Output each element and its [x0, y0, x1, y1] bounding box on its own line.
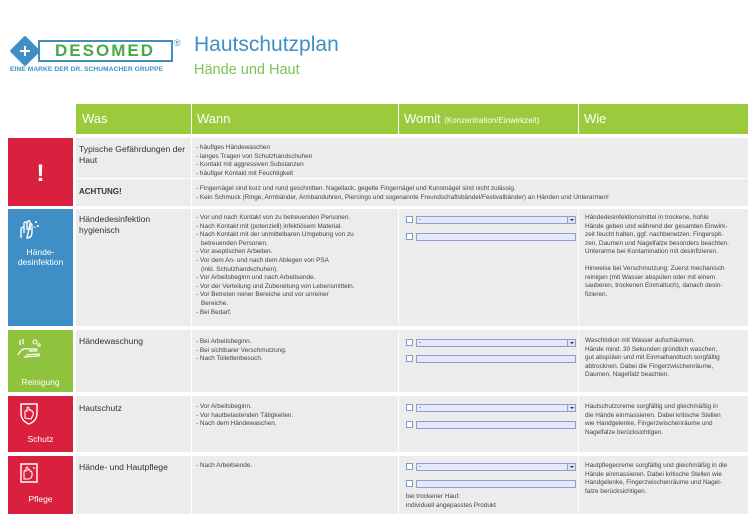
- schutz-side-block: [8, 396, 73, 452]
- danger-side-block: [8, 138, 73, 206]
- input-schutz[interactable]: [416, 421, 576, 429]
- was-schutz: Hautschutz: [79, 403, 122, 413]
- checkbox-pflege-2[interactable]: [406, 480, 413, 487]
- logo-mark-icon: [9, 35, 40, 66]
- wann-desinfektion-list: - Vor und nach Kontakt von zu betreuenden Personen. - Nach Kontakt mit (potenziell) infektiösem Material. - Nach Kontakt mit der unmittelbaren Umgebung von zu betreuenden Personen. - Vor aseptischen Arbeiten. - Vor dem An- und nach dem Ablegen von PSA (inkl. Schutzhandschuhen). - Vor Arbeitsbeginn und nach Arbeitsende. - Vor der Verteilung und Zubereitung von Lebensmitteln. - Vor Betreten reiner Bereiche und vor unreiner Bereiche. - Bei Bedarf.: [196, 214, 355, 316]
- checkbox-schutz-1[interactable]: [406, 404, 413, 411]
- col-header-wann: Wann: [197, 111, 231, 126]
- input-pflege[interactable]: [416, 480, 576, 488]
- select-pflege[interactable]: -: [416, 463, 576, 471]
- hand-care-icon: [18, 461, 40, 485]
- wie-desinfektion: Händedesinfektionsmittel in trockene, hohle Hände geben und während der gesamten Einwirk- zeit feucht halten, ggf. nachbenetzen. Fingerspit- zen, Daumen und Nagelfalze besonders beachten. Unterarme bei Kontamination mit desinfizieren. Hinweise bei Verschmutzung: Zuerst mechanisch reinigen (mit Wasser abspülen oder mit einem sauberen, trockenen Einmaltuch), danach desin- fizieren.: [585, 214, 729, 298]
- select-desinfektion[interactable]: -: [416, 216, 576, 224]
- input-desinfektion[interactable]: [416, 233, 576, 241]
- pflege-side-block: [8, 456, 73, 514]
- checkbox-pflege-1[interactable]: [406, 463, 413, 470]
- checkbox-desinfektion-1[interactable]: [406, 216, 413, 223]
- document-title: Hautschutzplan: [194, 33, 339, 56]
- wie-pflege: Hautpflegecreme sorgfältig und gleichmäßig in die Hände einmassieren. Dabei kritische Stellen wie Handgelenke, Fingerzwischenräume und Nagel- falze berücksichtigen.: [585, 462, 728, 495]
- checkbox-reinigung-2[interactable]: [406, 355, 413, 362]
- brand-name: DESOMED: [55, 41, 155, 60]
- chevron-down-icon: [567, 340, 575, 346]
- document-subtitle: Hände und Haut: [194, 62, 300, 78]
- was-achtung: ACHTUNG!: [79, 187, 122, 196]
- achtung-list: - Fingernägel sind kurz und rund geschnitten. Nagellack, gegelte Fingernägel und Kunstnägel sind nicht zulässig. - Kein Schmuck (Ringe, Armbänder, Armbanduhren, Piercings und sogenannte Freundschaftsbändel/Festivalbänder) an Händen und Unterarmen!: [196, 185, 609, 201]
- checkbox-schutz-2[interactable]: [406, 421, 413, 428]
- reinigung-side-block: [8, 330, 73, 392]
- chevron-down-icon: [567, 464, 575, 470]
- reinigung-label: Reinigung: [21, 377, 60, 387]
- select-reinigung[interactable]: -: [416, 339, 576, 347]
- hand-protection-icon: [18, 401, 40, 425]
- hand-disinfection-icon: [17, 218, 41, 242]
- chevron-down-icon: [567, 217, 575, 223]
- input-reinigung[interactable]: [416, 355, 576, 363]
- col-header-wie: Wie: [584, 111, 607, 126]
- wann-schutz-list: - Vor Arbeitsbeginn. - Vor hautbelastenden Tätigkeiten. - Nach dem Händewaschen.: [196, 403, 294, 428]
- pflege-label: Pflege: [28, 494, 53, 504]
- was-pflege: Hände- und Hautpflege: [79, 462, 168, 472]
- wie-schutz: Hautschutzcreme sorgfältig und gleichmäßig in die Hände einmassieren. Dabei kritische Stellen wie Handgelenke, Fingerzwischenräume und Nagelfalze berücksichtigen.: [585, 403, 721, 436]
- chevron-down-icon: [567, 405, 575, 411]
- col-header-was: Was: [82, 111, 108, 126]
- wie-reinigung: Waschlotion mit Wasser aufschäumen. Hände mind. 30 Sekunden gründlich waschen, gut abspülen und mit Einmalhandtuch sorgfältig abtrocknen. Dabei die Fingerzwischenräume, Daumen, Nagelfalz beachten.: [585, 337, 720, 379]
- select-schutz[interactable]: -: [416, 404, 576, 412]
- was-gefaehrdungen: Typische Gefährdungen der Haut: [79, 144, 186, 165]
- checkbox-desinfektion-2[interactable]: [406, 233, 413, 240]
- checkbox-reinigung-1[interactable]: [406, 339, 413, 346]
- table-header: [76, 104, 748, 134]
- registered-mark: ®: [174, 38, 181, 48]
- desinfektion-side-block: [8, 209, 73, 326]
- brand-tagline: EINE MARKE DER DR. SCHUMACHER GRUPPE: [10, 66, 164, 73]
- wann-pflege-list: - Nach Arbeitsende.: [196, 462, 253, 469]
- exclamation-icon: !: [36, 160, 45, 187]
- hand-washing-icon: [16, 337, 42, 359]
- schutz-label: Schutz: [27, 434, 54, 444]
- desinfektion-label: Hände-: [26, 247, 55, 257]
- col-header-womit: Womit (Konzentration/Einwirkzeit): [404, 111, 540, 126]
- was-reinigung: Händewaschung: [79, 336, 144, 346]
- was-desinfektion: Händedesinfektion hygienisch: [79, 214, 151, 235]
- desinfektion-label-2: desinfektion: [17, 257, 64, 267]
- pflege-womit-note: bei trockener Haut: individuell angepasstes Produkt: [406, 493, 496, 509]
- gefaehrdungen-list: - häufiges Händewaschen - langes Tragen von Schutzhandschuhen - Kontakt mit aggressiven Substanzen - häufiger Kontakt mit Feuchtigkeit: [196, 144, 313, 177]
- wann-reinigung-list: - Bei Arbeitsbeginn. - Bei sichtbarer Verschmutzung. - Nach Toilettenbesuch.: [196, 338, 287, 363]
